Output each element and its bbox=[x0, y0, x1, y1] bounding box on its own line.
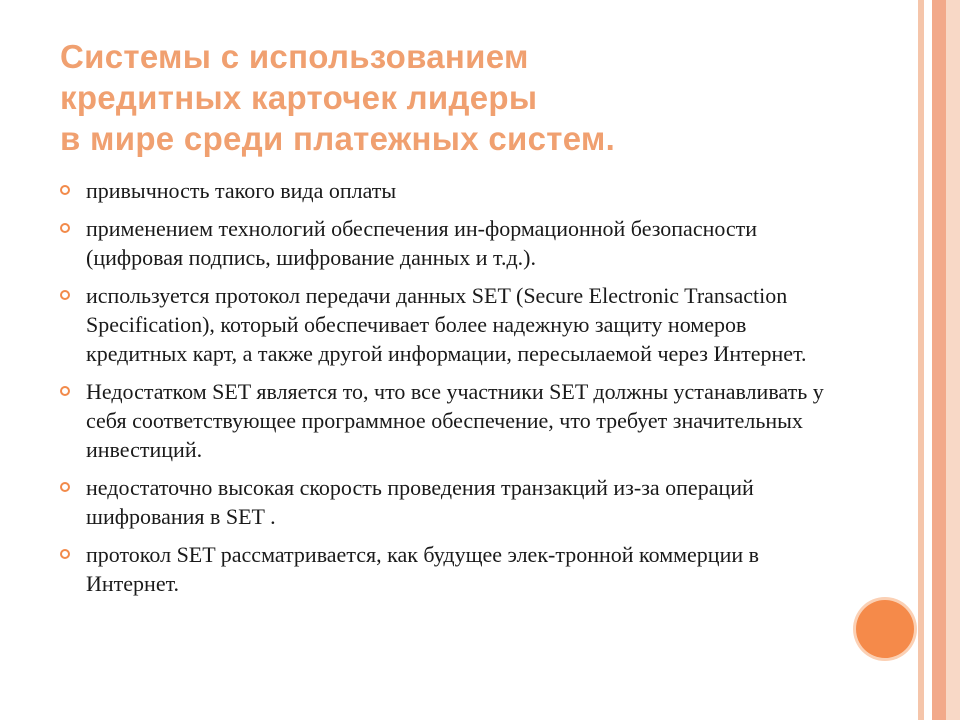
bullet-ring-icon bbox=[60, 386, 70, 396]
slide-title-line: Системы с использованием bbox=[60, 38, 529, 75]
bullet-ring-icon bbox=[60, 482, 70, 492]
bullet-ring-icon bbox=[60, 185, 70, 195]
bullet-list bbox=[60, 176, 840, 607]
bullet-ring-icon bbox=[60, 223, 70, 233]
slide-title bbox=[60, 36, 880, 159]
slide-title-line: в мире среди платежных систем. bbox=[60, 120, 616, 157]
bullet-item bbox=[60, 214, 840, 272]
bullet-item bbox=[60, 540, 840, 598]
bullet-ring-icon bbox=[60, 549, 70, 559]
decorative-circle bbox=[856, 600, 914, 658]
bullet-text: Недостатком SET является то, что все участники SET должны устанавливать у себя соответствующее программное обеспечение, что требует значительных инвестиций. bbox=[86, 379, 824, 462]
bullet-text: недостаточно высокая скорость проведения транзакций из-за операций шифрования в SET . bbox=[86, 475, 754, 529]
bullet-text: применением технологий обеспечения ин-формационной безопасности (цифровая подпись, шифрование данных и т.д.). bbox=[86, 216, 758, 270]
slide-title-line: кредитных карточек лидеры bbox=[60, 79, 538, 116]
bullet-text: протокол SET рассматривается, как будущее элек-тронной коммерции в Интернет. bbox=[86, 542, 760, 596]
bullet-text: используется протокол передачи данных SET (Secure Electronic Transaction Specification), который обеспечивает более надежную защиту номеров кредитных карт, а также другой информации, пересылаемой через Интернет. bbox=[86, 283, 807, 366]
bullet-ring-icon bbox=[60, 290, 70, 300]
bullet-item bbox=[60, 176, 840, 205]
bullet-item bbox=[60, 281, 840, 368]
decorative-stripe bbox=[932, 0, 946, 720]
decorative-stripe bbox=[946, 0, 960, 720]
decorative-stripe bbox=[924, 0, 932, 720]
bullet-item bbox=[60, 377, 840, 464]
bullet-text: привычность такого вида оплаты bbox=[86, 178, 397, 203]
bullet-item bbox=[60, 473, 840, 531]
